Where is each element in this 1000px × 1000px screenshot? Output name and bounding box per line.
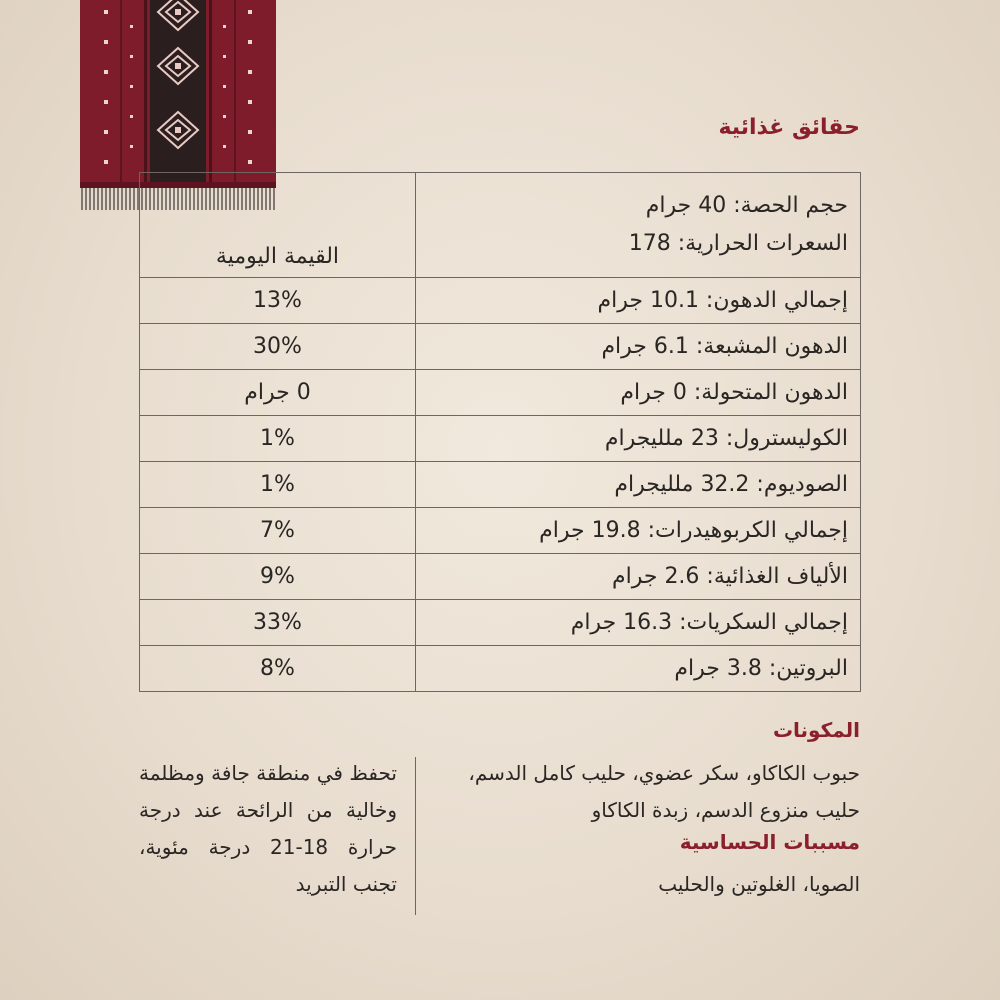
ingredients-text: حبوب الكاكاو، سكر عضوي، حليب كامل الدسم، حليب منزوع الدسم، زبدة الكاكاو — [468, 761, 860, 822]
ingredients-title: المكونات — [772, 718, 860, 742]
table-row — [140, 462, 861, 508]
daily-value: 9% — [140, 554, 416, 600]
table-row — [140, 508, 861, 554]
table-row — [140, 278, 861, 324]
nutrient-label: الدهون المشبعة: 6.1 جرام — [416, 324, 861, 370]
nutrient-label: إجمالي الدهون: 10.1 جرام — [416, 278, 861, 324]
column-divider — [415, 757, 416, 915]
table-row — [140, 370, 861, 416]
nutrient-label: الصوديوم: 32.2 ملليجرام — [416, 462, 861, 508]
allergens-text: الصويا، الغلوتين والحليب — [658, 872, 860, 896]
daily-value: 7% — [140, 508, 416, 554]
table-row — [140, 324, 861, 370]
daily-value: 33% — [140, 600, 416, 646]
nutrition-facts-table — [139, 172, 861, 692]
table-row — [140, 416, 861, 462]
table-row — [140, 646, 861, 692]
serving-cell — [416, 173, 861, 278]
calories: السعرات الحرارية: 178 — [628, 231, 848, 256]
nutrient-label: إجمالي السكريات: 16.3 جرام — [416, 600, 861, 646]
daily-value-header: القيمة اليومية — [140, 173, 416, 278]
table-row — [140, 600, 861, 646]
daily-value: 13% — [140, 278, 416, 324]
allergens-title: مسببات الحساسية — [679, 830, 860, 854]
daily-value: 0 جرام — [140, 370, 416, 416]
nutrient-label: البروتين: 3.8 جرام — [416, 646, 861, 692]
storage-instructions: تحفظ في منطقة جافة ومظلمة وخالية من الرائحة عند درجة حرارة 18-21 درجة مئوية، تجنب التبريد — [139, 761, 397, 896]
daily-value: 1% — [140, 462, 416, 508]
nutrient-label: الكوليسترول: 23 ملليجرام — [416, 416, 861, 462]
serving-size: حجم الحصة: 40 جرام — [645, 193, 848, 218]
table-header-row — [140, 173, 861, 278]
nutrient-label: الألياف الغذائية: 2.6 جرام — [416, 554, 861, 600]
nutrient-label: الدهون المتحولة: 0 جرام — [416, 370, 861, 416]
table-row — [140, 554, 861, 600]
nutrition-facts-title: حقائق غذائية — [718, 115, 860, 140]
daily-value: 30% — [140, 324, 416, 370]
daily-value: 1% — [140, 416, 416, 462]
nutrient-label: إجمالي الكربوهيدرات: 19.8 جرام — [416, 508, 861, 554]
daily-value: 8% — [140, 646, 416, 692]
